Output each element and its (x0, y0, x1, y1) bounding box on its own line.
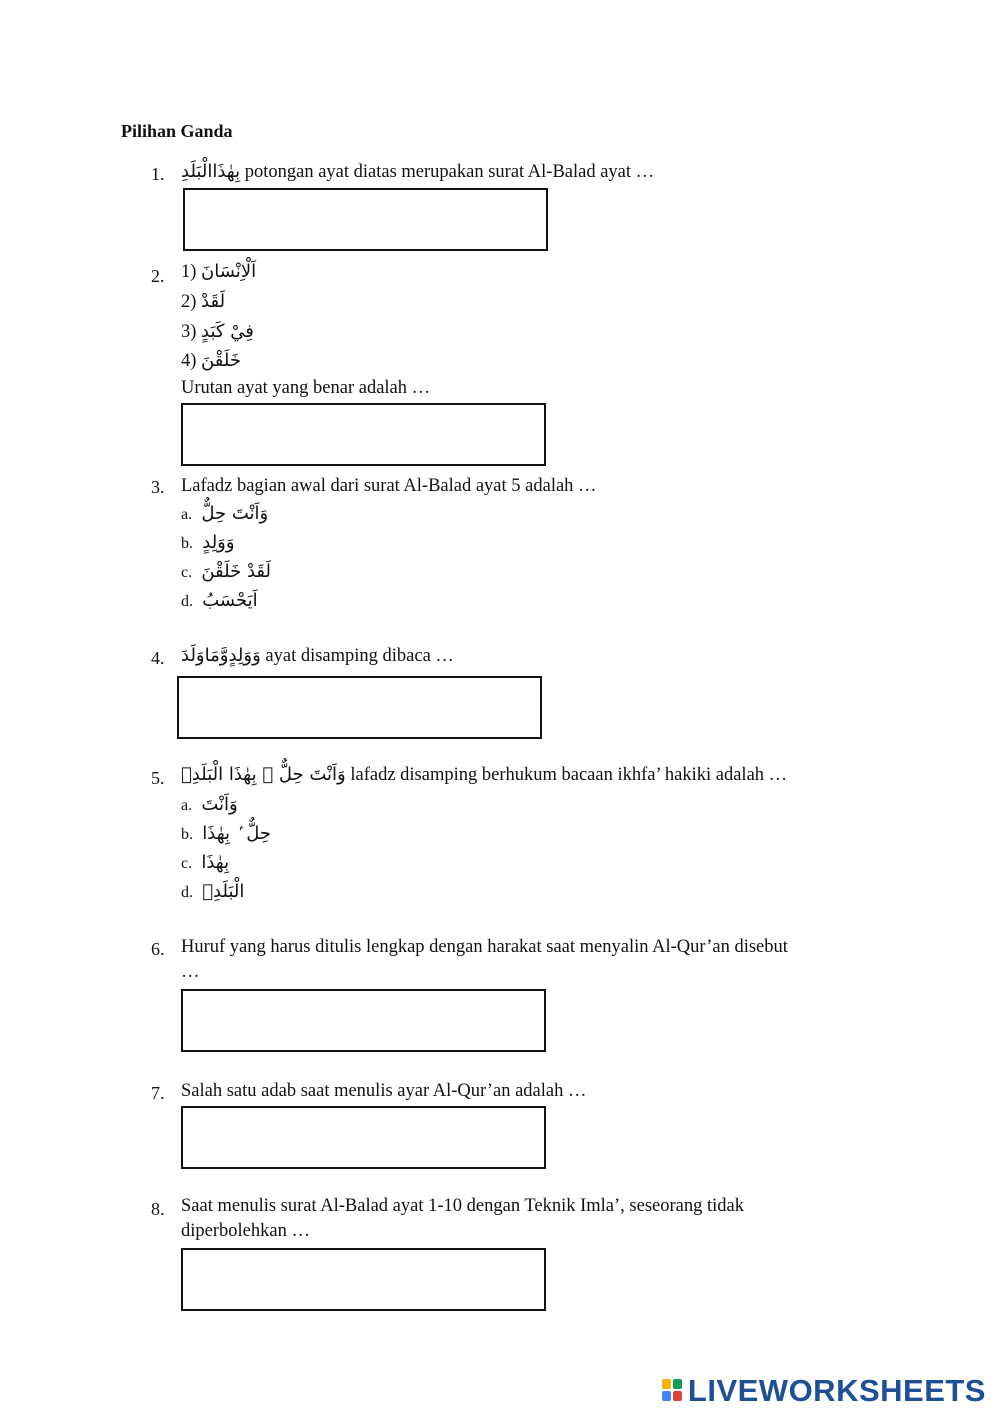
liveworksheets-logo-icon (662, 1379, 684, 1403)
question-4 (181, 645, 454, 667)
question-3-text: Lafadz bagian awal dari surat Al-Balad ayat 5 adalah … (181, 476, 597, 496)
answer-input-2[interactable] (183, 405, 544, 464)
question-2-text: Urutan ayat yang benar adalah … (181, 378, 431, 398)
question-8-text-cont: diperbolehkan … (181, 1221, 310, 1241)
question-2-item-1 (181, 261, 256, 283)
option-label: d. (181, 884, 193, 901)
answer-input-6[interactable] (183, 991, 544, 1050)
question-8-text: Saat menulis surat Al-Balad ayat 1-10 dengan Teknik Imla’, seseorang tidak (181, 1196, 744, 1216)
question-4-number: 4. (151, 648, 165, 668)
question-2-item-3 (181, 321, 254, 343)
item-label: 3) (181, 322, 197, 342)
option-arabic: لَقَدْ خَلَقْنَ (201, 561, 272, 582)
question-1 (181, 161, 654, 183)
option-arabic: بِهٰذَا (201, 852, 230, 873)
question-5-option-b[interactable] (181, 823, 271, 845)
question-5-option-c[interactable] (181, 852, 229, 874)
item-arabic: اَلْاِنْسَانَ (201, 261, 257, 282)
answer-box-7[interactable] (181, 1106, 546, 1169)
question-1-text: potongan ayat diatas merupakan surat Al-Balad ayat … (244, 162, 655, 182)
answer-input-8[interactable] (183, 1250, 544, 1309)
option-label: a. (181, 797, 193, 814)
option-label: a. (181, 506, 193, 523)
option-arabic: وَوَلِدٍ (202, 532, 235, 553)
question-5-arabic: وَاَنْتَ حِلٌّ ۢ بِهٰذَا الْبَلَدِۙ (181, 764, 346, 785)
option-arabic: وَاَنْتَ (201, 794, 238, 815)
answer-box-8[interactable] (181, 1248, 546, 1311)
question-5-number: 5. (151, 768, 165, 788)
question-2-number: 2. (151, 266, 165, 286)
question-2-item-2 (181, 291, 225, 313)
question-5-option-a[interactable] (181, 794, 238, 816)
question-3-number: 3. (151, 477, 165, 497)
liveworksheets-brand[interactable] (662, 1373, 986, 1409)
option-label: c. (181, 564, 193, 581)
option-arabic: اَيَحْسَبُ (202, 590, 258, 611)
question-5 (181, 764, 787, 786)
question-3-option-d[interactable] (181, 590, 258, 612)
question-4-arabic: وَوَلِدٍوَّمَاوَلَدَ (181, 645, 261, 666)
option-label: c. (181, 855, 193, 872)
item-label: 2) (181, 292, 197, 312)
answer-box-4[interactable] (177, 676, 542, 739)
question-4-text: ayat disamping dibaca … (265, 646, 454, 666)
item-arabic: فِيْ كَبَدٍ (201, 321, 254, 342)
option-arabic: حِلٌّ ۢ بِهٰذَا (202, 823, 272, 844)
option-label: b. (181, 535, 193, 552)
item-arabic: خَلَقْنَ (201, 350, 241, 371)
option-label: d. (181, 593, 193, 610)
question-2-item-4 (181, 350, 241, 372)
answer-box-1[interactable] (183, 188, 548, 251)
answer-input-4[interactable] (179, 678, 540, 737)
answer-box-2[interactable] (181, 403, 546, 466)
question-3-option-a[interactable] (181, 503, 268, 525)
item-label: 4) (181, 351, 197, 371)
answer-input-7[interactable] (183, 1108, 544, 1167)
item-label: 1) (181, 262, 197, 282)
item-arabic: لَقَدْ (201, 291, 226, 312)
question-7-text: Salah satu adab saat menulis ayar Al-Qur’an adalah … (181, 1081, 587, 1101)
option-arabic: وَاَنْتَ حِلٌّ (201, 503, 269, 524)
question-8-number: 8. (151, 1199, 165, 1219)
question-3-option-b[interactable] (181, 532, 235, 554)
answer-input-1[interactable] (185, 190, 546, 249)
question-7-number: 7. (151, 1083, 165, 1103)
question-1-number: 1. (151, 164, 165, 184)
liveworksheets-wordmark: LIVEWORKSHEETS (687, 1373, 986, 1408)
question-6-text-cont: … (181, 962, 200, 982)
question-5-option-d[interactable] (181, 881, 244, 903)
section-heading: Pilihan Ganda (121, 121, 233, 141)
question-5-text: lafadz disamping berhukum bacaan ikhfa’ hakiki adalah … (350, 765, 788, 785)
question-1-arabic: بِهٰذَاالْبَلَدِ (181, 161, 241, 182)
option-label: b. (181, 826, 193, 843)
answer-box-6[interactable] (181, 989, 546, 1052)
option-arabic: الْبَلَدِۙ (202, 881, 245, 902)
question-6-number: 6. (151, 939, 165, 959)
question-3-option-c[interactable] (181, 561, 271, 583)
question-6-text: Huruf yang harus ditulis lengkap dengan harakat saat menyalin Al-Qur’an disebut (181, 937, 788, 957)
